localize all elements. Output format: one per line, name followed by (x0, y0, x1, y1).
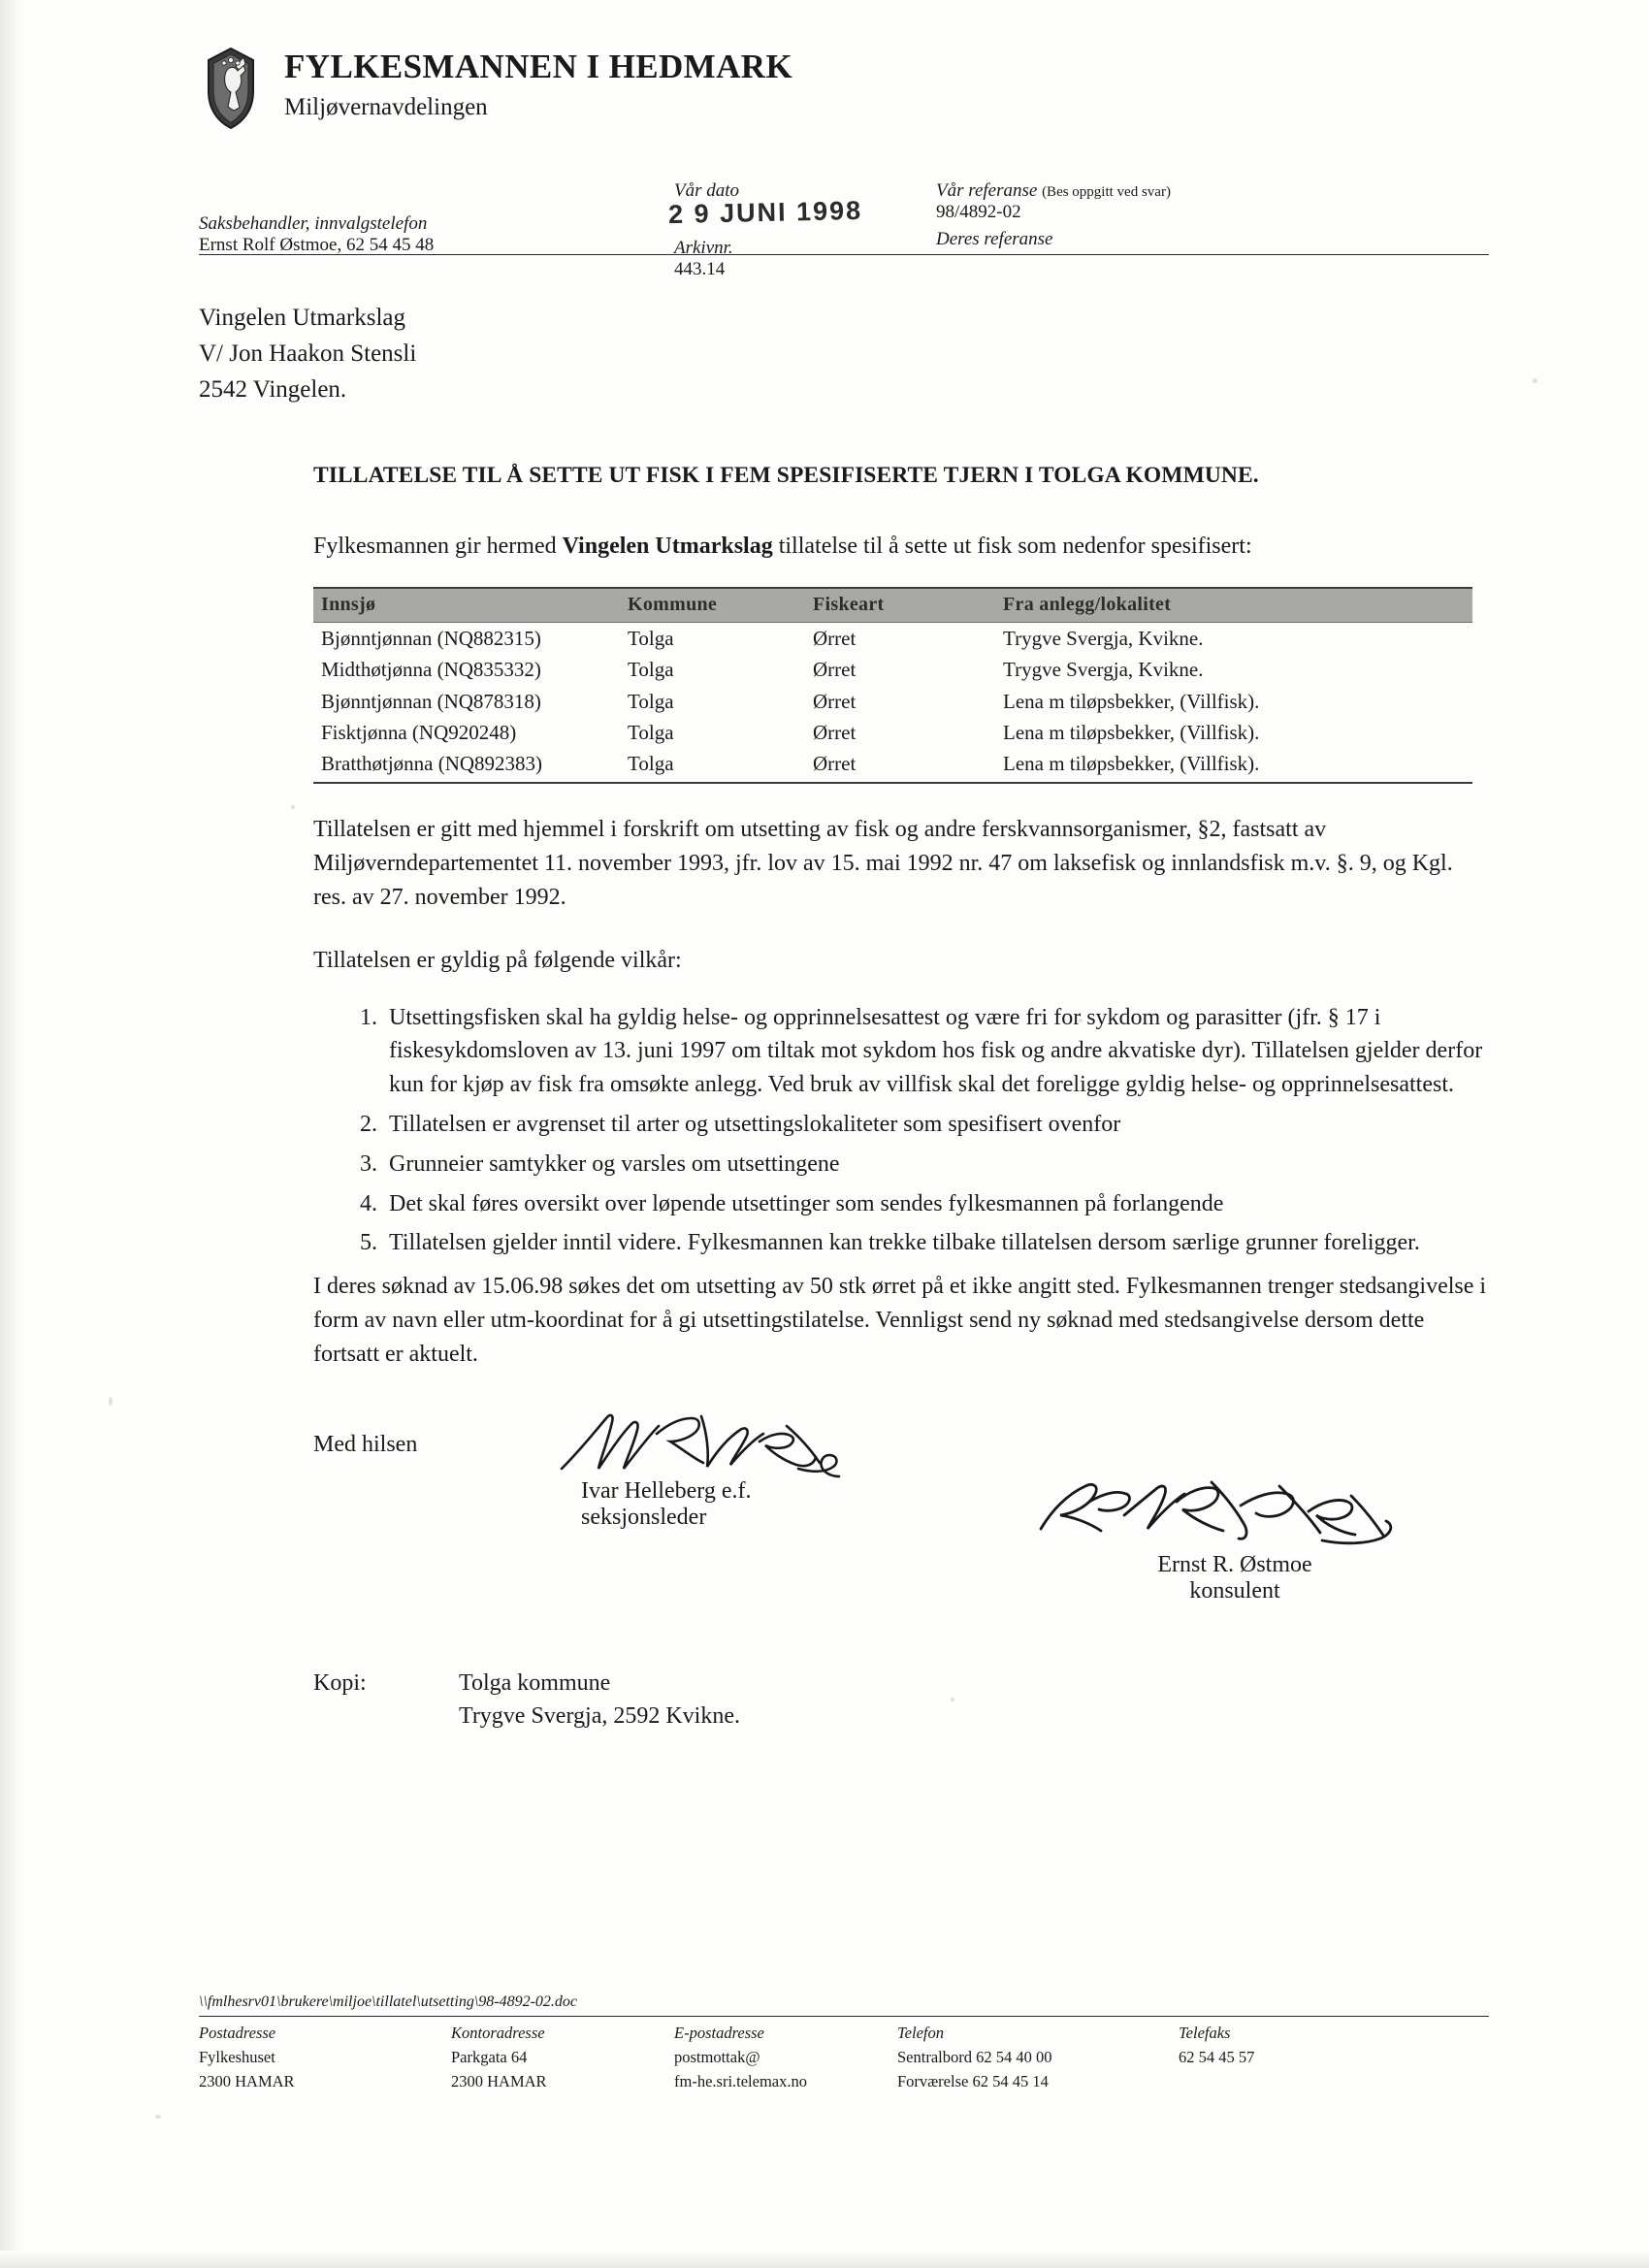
footer-heading: Telefaks (1179, 2024, 1231, 2042)
kopi-line-1: Tolga kommune (459, 1669, 611, 1696)
page-edge-shadow-left (0, 0, 21, 2268)
footer-line: postmottak@ (674, 2047, 760, 2066)
intro-post: tillatelse til å sette ut fisk som nedenfor spesifisert: (772, 534, 1252, 560)
footer-line: 2300 HAMAR (451, 2071, 547, 2090)
kopi-items (459, 1667, 740, 1734)
kopi-label: Kopi: (313, 1669, 367, 1696)
organization-name: FYLKESMANNEN I HEDMARK (284, 48, 793, 85)
document-content (199, 39, 1489, 1740)
addressee-line-3: 2542 Vingelen. (199, 376, 347, 403)
scan-speckle (109, 1397, 113, 1406)
table-header (313, 588, 1472, 623)
addressee-line-1: Vingelen Utmarkslag (199, 305, 406, 331)
footer-divider (199, 2016, 1489, 2017)
closing-paragraph: I deres søknad av 15.06.98 søkes det om utsetting av 50 stk ørret på et ikke angitt sted. Fylkesmannen trenger stedsangivelse i form av navn eller utm-koordinat for å gi utsettingstilatelse. Vennligst send ny søknad med stedsangivelse dersom dette fortsatt er aktuelt. (313, 1274, 1487, 1367)
var-dato-label: Vår dato (674, 180, 740, 201)
meta-col-saksbehandler (199, 155, 577, 256)
var-referanse-value: 98/4892-02 (936, 202, 1021, 222)
table-row (313, 623, 1472, 655)
cell-innsjo: Midthøtjønna (NQ835332) (321, 658, 541, 682)
footer-contact-grid (199, 2022, 1489, 2115)
meta-col-dato (667, 155, 917, 280)
page-edge-shadow-bottom (0, 2251, 1649, 2268)
signature-role-left: seksjonsleder (581, 1504, 707, 1530)
cell-kommune: Tolga (628, 720, 674, 744)
page-footer (199, 1993, 1489, 2115)
footer-col-epostadresse (674, 2022, 807, 2093)
handwritten-signature-ostmoe (1031, 1473, 1419, 1560)
list-item: 4. Det skal føres oversikt over løpende utsettinger som sendes fylkesmannen på forlangende (383, 1187, 1487, 1221)
handwritten-signature-helleberg (556, 1409, 876, 1486)
cell-innsjo: Bratthøtjønna (NQ892383) (313, 748, 620, 783)
cell-fiskeart: Ørret (813, 689, 857, 713)
cell-kommune: Tolga (628, 658, 674, 682)
signature-role-right: konsulent (1189, 1577, 1280, 1604)
signature-block-left (546, 1414, 954, 1531)
table-row (313, 686, 1472, 717)
table-body (313, 623, 1472, 784)
footer-heading: Telefon (897, 2024, 944, 2042)
cell-anlegg: Trygve Svergja, Kvikne. (1003, 658, 1204, 682)
table-row (313, 717, 1472, 748)
column-header-innsjo: Innsjø (313, 588, 620, 623)
department-name: Miljøvernavdelingen (284, 93, 488, 120)
footer-line: 2300 HAMAR (199, 2071, 295, 2090)
cell-kommune: Tolga (620, 748, 805, 783)
column-header-anlegg: Fra anlegg/lokalitet (995, 588, 1472, 623)
column-header-fiskeart: Fiskeart (805, 588, 995, 623)
cell-anlegg: Trygve Svergja, Kvikne. (1003, 627, 1204, 651)
saksbehandler-value: Ernst Rolf Østmoe, 62 54 45 48 (199, 235, 435, 255)
signature-block-right (1002, 1484, 1468, 1604)
column-header-kommune: Kommune (620, 588, 805, 623)
letterhead (199, 39, 1489, 130)
footer-col-telefaks (1179, 2022, 1254, 2070)
scan-speckle (155, 2115, 161, 2119)
addressee-block (199, 300, 1489, 407)
date-stamp-value: 2 9 JUNI 1998 (667, 195, 863, 230)
cell-kommune: Tolga (628, 627, 674, 651)
list-item: 1. Utsettingsfisken skal ha gyldig helse- og opprinnelsesattest og være fri for sykdom og parasitter (jfr. § 17 i fiskesykdomsloven av 13. juni 1997 om tiltak mot sykdom hos fisk og andre akvatiske dyr). Tillatelsen gjelder derfor kun for kjøp av fisk fra omsøkte anlegg. Ved bruk av villfisk skal det foreligge gyldig helse- og opprinnelsesattest. (383, 1001, 1487, 1102)
table-row (313, 654, 1472, 685)
document-file-path: \\fmlhesrv01\brukere\miljoe\tillatel\utsetting\98-4892-02.doc (199, 1993, 578, 2010)
addressee-line-2: V/ Jon Haakon Stensli (199, 340, 417, 367)
legal-basis-paragraph: Tillatelsen er gitt med hjemmel i forskrift om utsetting av fisk og andre ferskvannsorganismer, §2, fastsatt av Miljøverndepartementet 11. november 1993, jfr. lov av 15. mai 1992 nr. 47 om laksefisk og innlandsfisk m.v. §. 9, og Kgl. res. av 27. november 1992. (313, 817, 1453, 911)
saksbehandler-label: Saksbehandler, innvalgstelefon (199, 213, 428, 234)
cell-anlegg: Lena m tiløpsbekker, (Villfisk). (1003, 689, 1260, 713)
conditions-intro-paragraph: Tillatelsen er gyldig på følgende vilkår: (313, 947, 682, 973)
copy-recipients-block (313, 1667, 1487, 1740)
meta-col-referanse (936, 155, 1479, 250)
signature-area (313, 1414, 1487, 1657)
footer-line: fm-he.sri.telemax.no (674, 2071, 807, 2090)
list-item: 5. Tillatelsen gjelder inntil videre. Fylkesmannen kan trekke tilbake tillatelsen dersom særlige grunner foreligger. (383, 1226, 1487, 1260)
intro-pre: Fylkesmannen gir hermed (313, 534, 563, 560)
conditions-list (313, 1001, 1487, 1261)
var-referanse-label-row (936, 180, 1479, 202)
kopi-line-2: Trygve Svergja, 2592 Kvikne. (459, 1703, 740, 1730)
cell-anlegg: Lena m tiløpsbekker, (Villfisk). (995, 748, 1472, 783)
cell-kommune: Tolga (628, 689, 674, 713)
footer-line: Parkgata 64 (451, 2047, 528, 2066)
cell-innsjo: Bjønntjønnan (NQ882315) (321, 627, 541, 651)
letter-metadata (199, 155, 1489, 279)
footer-col-kontoradresse (451, 2022, 547, 2093)
intro-paragraph (313, 530, 1487, 564)
footer-line: Forværelse 62 54 45 14 (897, 2071, 1049, 2090)
fish-stocking-table (313, 587, 1472, 784)
list-item: 3. Grunneier samtykker og varsles om utsettingene (383, 1148, 1487, 1182)
table-row (313, 748, 1472, 783)
footer-heading: Kontoradresse (451, 2024, 545, 2042)
arkivnr-label: Arkivnr. (674, 238, 733, 258)
cell-anlegg: Lena m tiløpsbekker, (Villfisk). (1003, 720, 1260, 744)
med-hilsen-label: Med hilsen (313, 1431, 418, 1457)
cell-innsjo: Fisktjønna (NQ920248) (321, 720, 517, 744)
signature-name-right: Ernst R. Østmoe (1157, 1551, 1312, 1577)
footer-heading: Postadresse (199, 2024, 276, 2042)
var-referanse-note: (Bes oppgitt ved svar) (1042, 184, 1171, 200)
signature-name-left: Ivar Helleberg e.f. (581, 1477, 752, 1504)
letter-subject-heading: TILLATELSE TIL Å SETTE UT FISK I FEM SPESIFISERTE TJERN I TOLGA KOMMUNE. (313, 463, 1259, 488)
deres-referanse-label: Deres referanse (936, 229, 1053, 249)
var-referanse-label: Vår referanse (936, 180, 1038, 201)
footer-col-postadresse (199, 2022, 295, 2093)
cell-innsjo: Bjønntjønnan (NQ878318) (321, 689, 541, 713)
footer-line: 62 54 45 57 (1179, 2047, 1255, 2066)
footer-col-telefon (897, 2022, 1051, 2093)
cell-fiskeart: Ørret (813, 658, 857, 682)
norwegian-lion-crest-icon (203, 47, 259, 130)
list-item: 2. Tillatelsen er avgrenset til arter og utsettingslokaliteter som spesifisert ovenfor (383, 1108, 1487, 1142)
arkivnr-value: 443.14 (674, 259, 726, 279)
table-header-row (313, 588, 1472, 623)
footer-heading: E-postadresse (674, 2024, 764, 2042)
cell-fiskeart: Ørret (805, 748, 995, 783)
cell-fiskeart: Ørret (813, 720, 857, 744)
intro-org-name: Vingelen Utmarkslag (562, 534, 773, 560)
letter-body (313, 460, 1487, 1740)
organization-block (284, 39, 792, 120)
cell-fiskeart: Ørret (813, 627, 857, 651)
footer-line: Fylkeshuset (199, 2047, 275, 2066)
footer-line: Sentralbord 62 54 40 00 (897, 2047, 1052, 2066)
scan-speckle (1533, 378, 1537, 383)
